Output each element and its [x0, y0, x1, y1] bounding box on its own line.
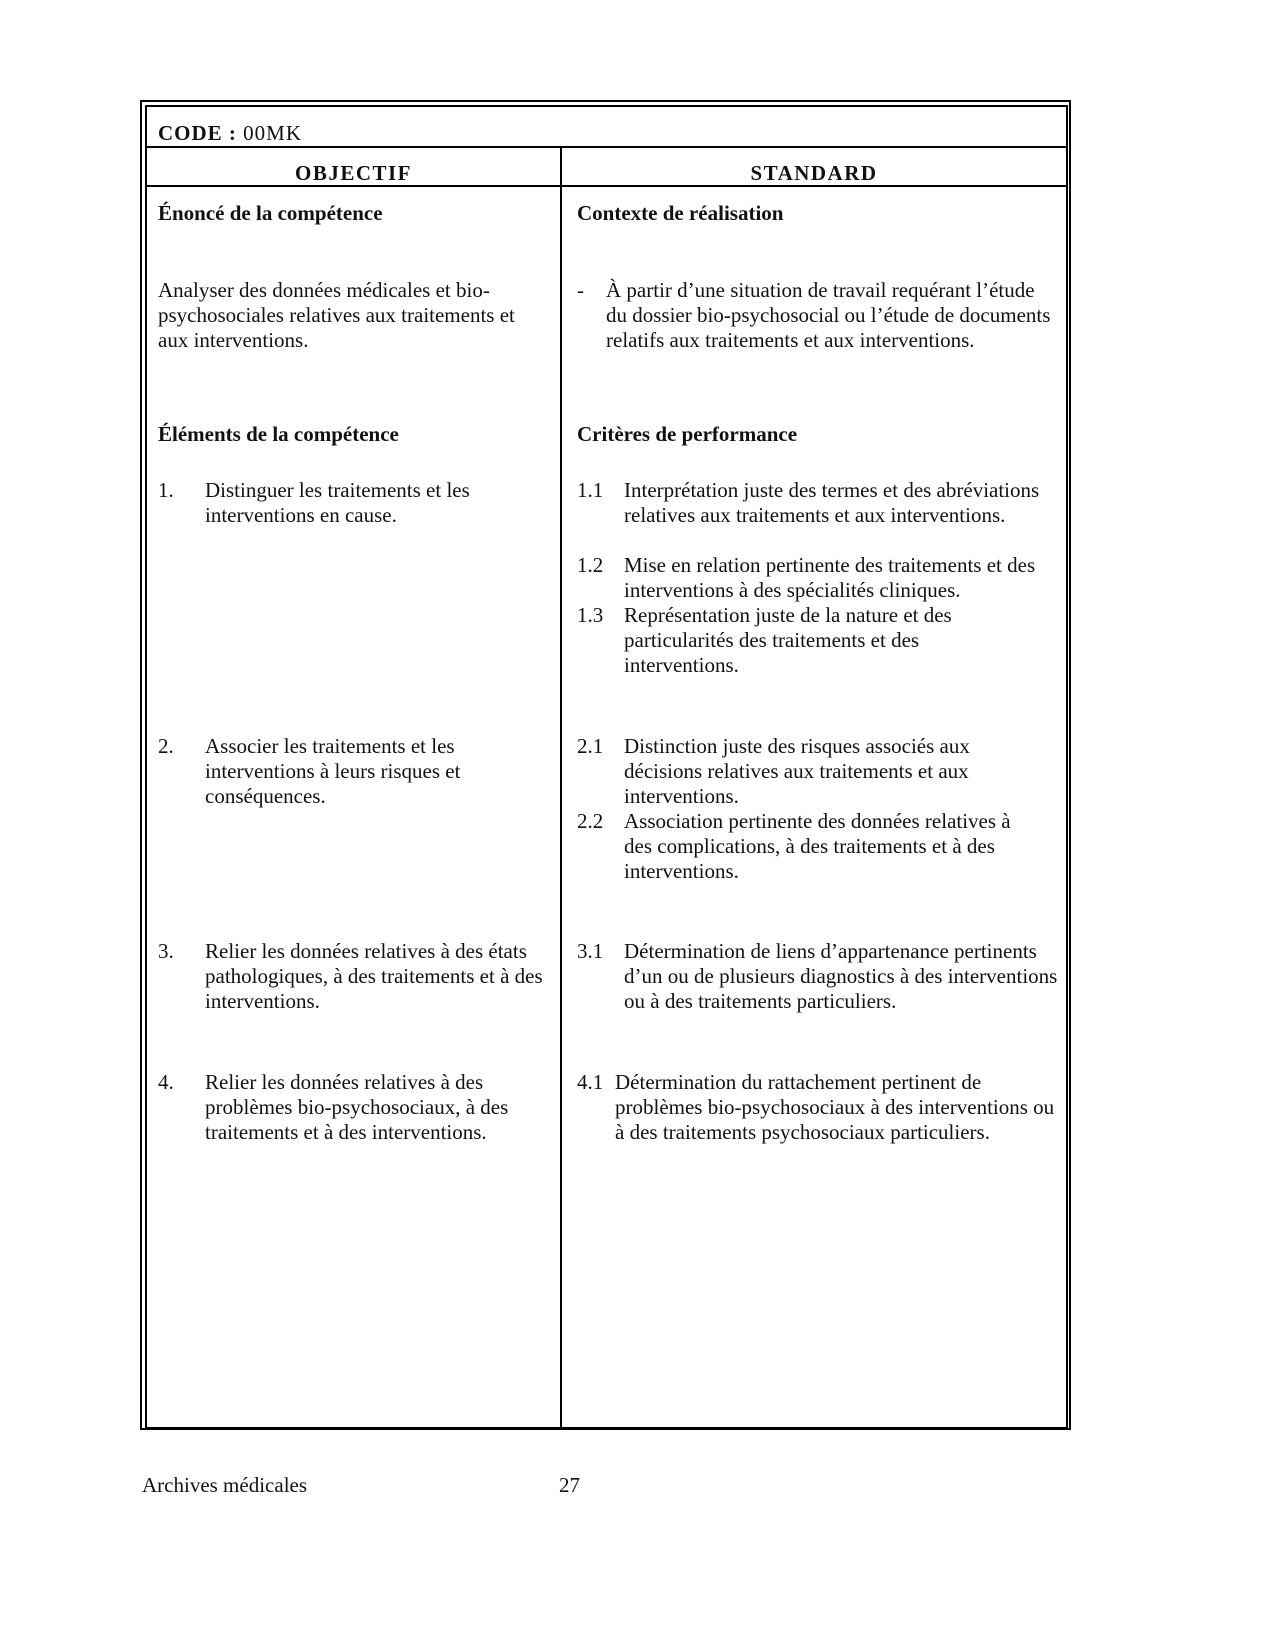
critere-item: 2.1 Distinction juste des risques associés aux décisions relatives aux traitements et aux interventions.	[577, 734, 970, 808]
code-value: 00MK	[243, 121, 303, 145]
enonce-title: Énoncé de la compétence	[158, 201, 383, 225]
element-item: 4. Relier les données relatives à des problèmes bio-psychosociaux, à des traitements et à des interventions.	[158, 1070, 509, 1144]
contexte-item: - À partir d’une situation de travail requérant l’étude du dossier bio-psychosocial ou l’étude de documents relatifs aux traitements et aux interventions.	[577, 278, 1051, 352]
critere-item: 3.1 Détermination de liens d’appartenance pertinents d’un ou de plusieurs diagnostics à des interventions ou à des traitements particuliers.	[577, 939, 1058, 1013]
column-header-objectif: OBJECTIF	[294, 161, 413, 185]
critere-item: 1.3 Représentation juste de la nature et des particularités des traitements et des interventions.	[577, 603, 952, 677]
criteres-title: Critères de performance	[577, 422, 798, 446]
element-item: 3. Relier les données relatives à des états pathologiques, à des traitements et à des interventions.	[158, 939, 543, 1013]
critere-item: 1.2 Mise en relation pertinente des traitements et des interventions à des spécialités cliniques.	[577, 553, 1036, 602]
column-header-standard: STANDARD	[750, 161, 878, 185]
divider	[145, 146, 1066, 148]
critere-item: 2.2 Association pertinente des données relatives à des complications, à des traitements et à des interventions.	[577, 809, 1011, 883]
code-line	[158, 121, 302, 146]
enonce-text: Analyser des données médicales et bio-psychosociales relatives aux traitements et aux interventions.	[158, 278, 515, 352]
element-item: 1. Distinguer les traitements et les interventions en cause.	[158, 478, 470, 527]
element-item: 2. Associer les traitements et les interventions à leurs risques et conséquences.	[158, 734, 461, 808]
critere-item: 4.1 Détermination du rattachement pertinent de problèmes bio-psychosociaux à des interventions ou à des traitements psychosociaux particuliers.	[577, 1070, 1055, 1144]
page-number: 27	[559, 1473, 580, 1497]
elements-title: Éléments de la compétence	[158, 422, 399, 446]
critere-item: 1.1 Interprétation juste des termes et des abréviations relatives aux traitements et aux interventions.	[577, 478, 1040, 527]
contexte-title: Contexte de réalisation	[577, 201, 784, 225]
code-label: CODE :	[158, 121, 237, 145]
column-divider	[560, 146, 562, 1427]
footer-title: Archives médicales	[142, 1473, 308, 1497]
